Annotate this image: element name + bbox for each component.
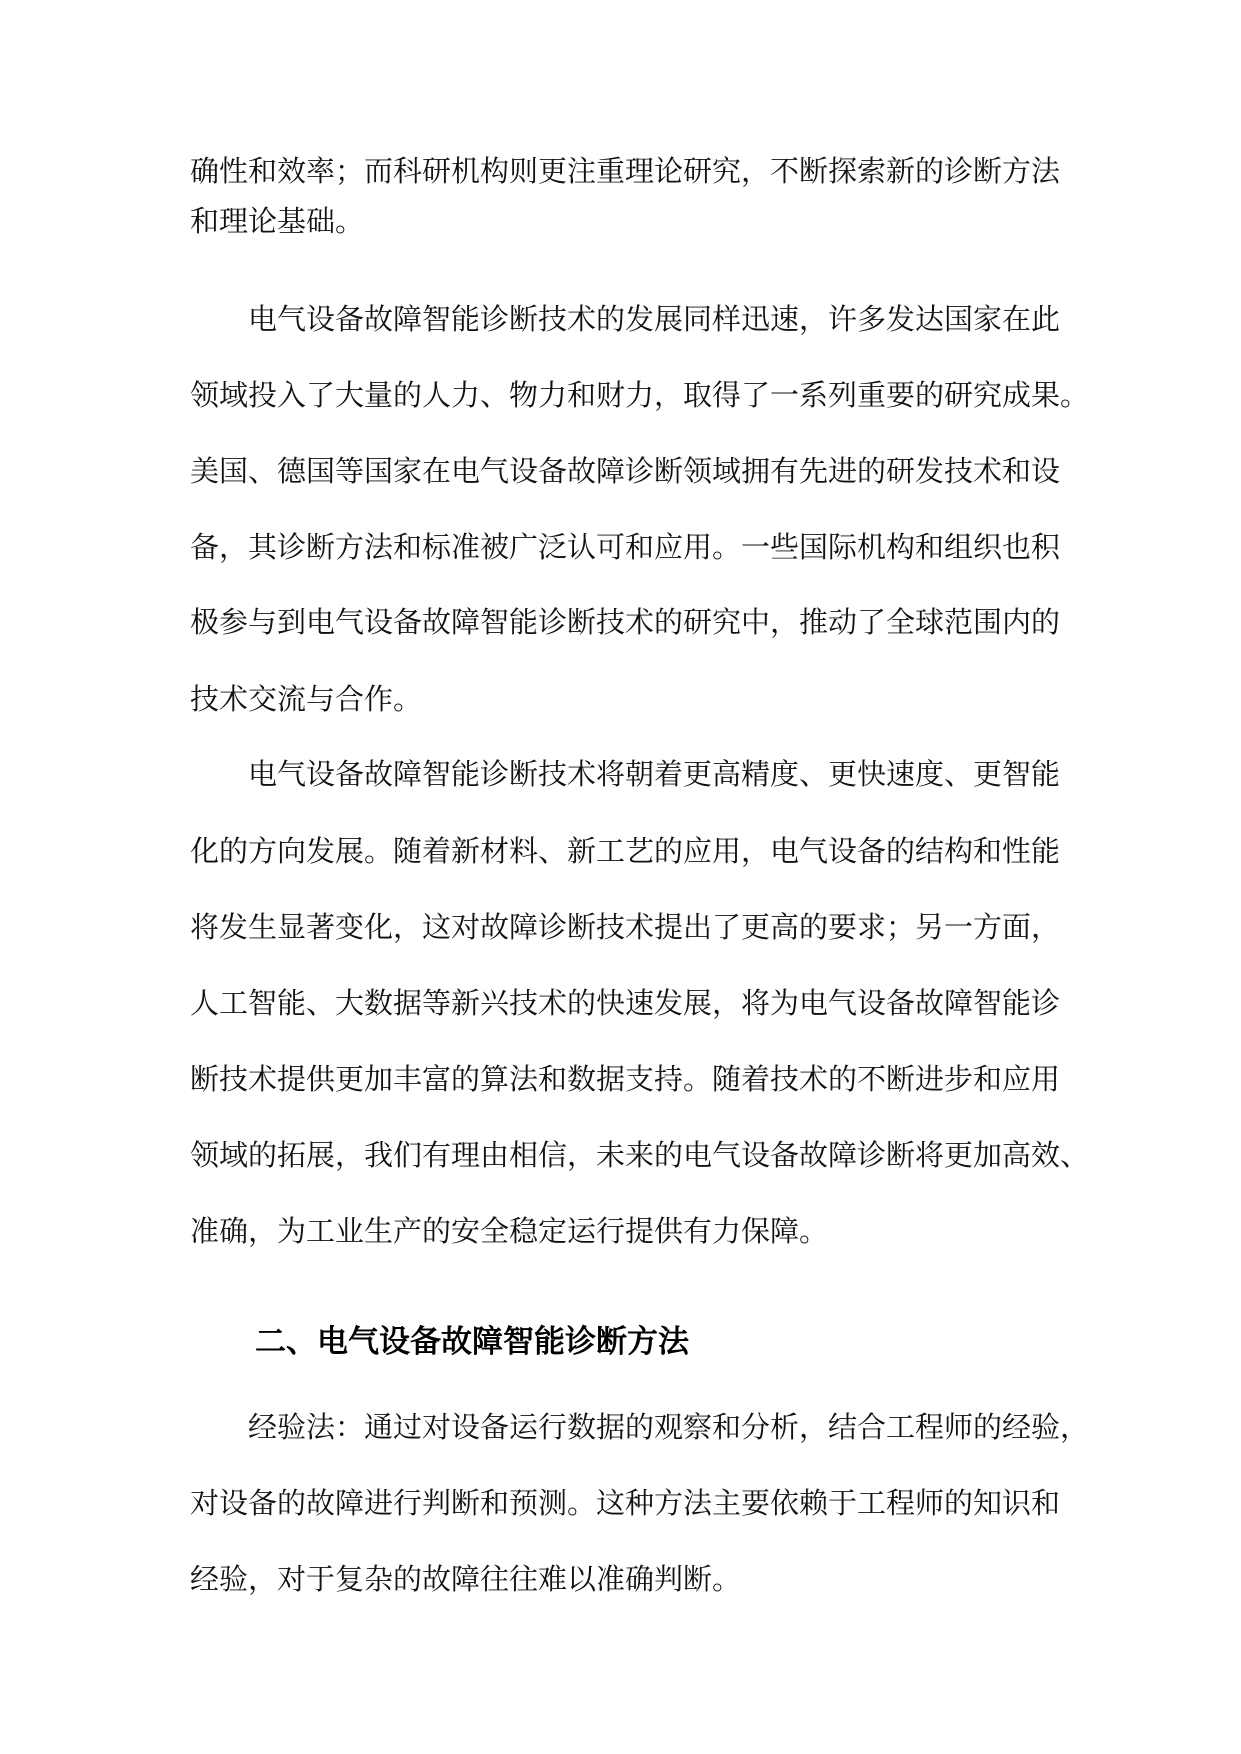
paragraph-3-line-6: 领域的拓展，我们有理由相信，未来的电气设备故障诊断将更加高效、 bbox=[190, 1138, 1090, 1172]
paragraph-2-line-2: 领域投入了大量的人力、物力和财力，取得了一系列重要的研究成果。 bbox=[190, 378, 1090, 412]
paragraph-2-line-3: 美国、德国等国家在电气设备故障诊断领域拥有先进的研发技术和设 bbox=[190, 454, 1061, 488]
paragraph-2-line-4: 备，其诊断方法和标准被广泛认可和应用。一些国际机构和组织也积 bbox=[190, 530, 1061, 564]
paragraph-3-line-1: 电气设备故障智能诊断技术将朝着更高精度、更快速度、更智能 bbox=[248, 757, 1061, 791]
paragraph-3-line-2: 化的方向发展。随着新材料、新工艺的应用，电气设备的结构和性能 bbox=[190, 834, 1061, 868]
paragraph-3-line-4: 人工智能、大数据等新兴技术的快速发展，将为电气设备故障智能诊 bbox=[190, 986, 1061, 1020]
section-heading: 二、电气设备故障智能诊断方法 bbox=[255, 1324, 689, 1360]
paragraph-4-line-2: 对设备的故障进行判断和预测。这种方法主要依赖于工程师的知识和 bbox=[190, 1486, 1061, 1520]
paragraph-3-line-7: 准确，为工业生产的安全稳定运行提供有力保障。 bbox=[190, 1214, 829, 1248]
paragraph-2-line-1: 电气设备故障智能诊断技术的发展同样迅速，许多发达国家在此 bbox=[248, 302, 1061, 336]
paragraph-1-line-2: 和理论基础。 bbox=[190, 204, 365, 238]
paragraph-3-line-3: 将发生显著变化，这对故障诊断技术提出了更高的要求；另一方面， bbox=[190, 910, 1061, 944]
paragraph-3-line-5: 断技术提供更加丰富的算法和数据支持。随着技术的不断进步和应用 bbox=[190, 1062, 1061, 1096]
paragraph-1-line-1: 确性和效率；而科研机构则更注重理论研究，不断探索新的诊断方法 bbox=[190, 154, 1061, 188]
paragraph-2-line-5: 极参与到电气设备故障智能诊断技术的研究中，推动了全球范围内的 bbox=[190, 605, 1061, 639]
paragraph-4-line-3: 经验，对于复杂的故障往往难以准确判断。 bbox=[190, 1562, 742, 1596]
paragraph-2-line-6: 技术交流与合作。 bbox=[190, 682, 423, 716]
paragraph-4-line-1: 经验法：通过对设备运行数据的观察和分析，结合工程师的经验， bbox=[248, 1410, 1090, 1444]
